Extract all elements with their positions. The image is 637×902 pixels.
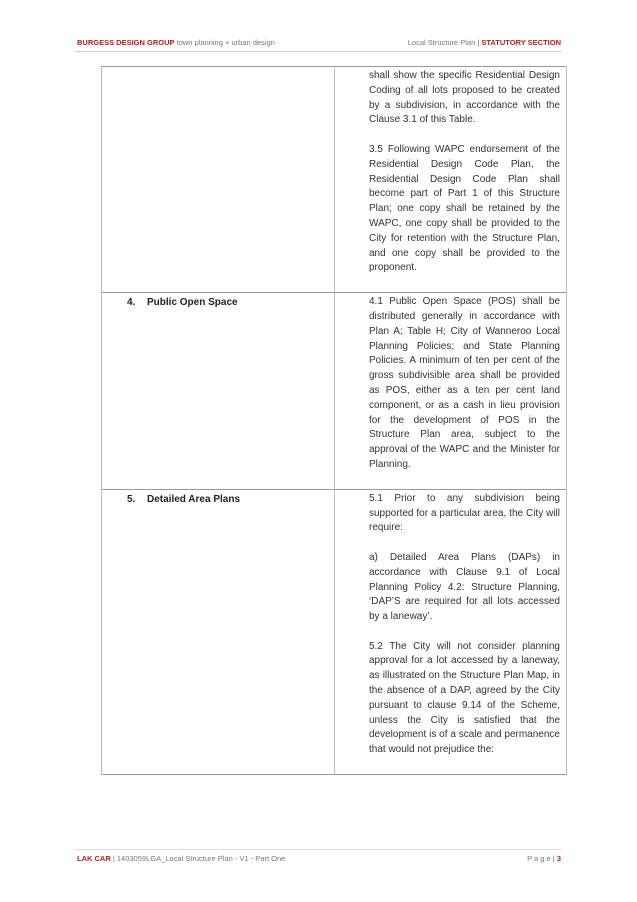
page-indicator: [527, 854, 561, 863]
table-row: [102, 293, 567, 490]
paragraph: 5.1 Prior to any subdivision being supported for a particular area, the City will require:: [369, 492, 560, 534]
company-tagline: town planning + urban design: [176, 38, 275, 47]
footer-left: [77, 854, 285, 863]
document-reference: | 1403059LGA_Local Structure Plan - V1 - Part One: [112, 854, 286, 863]
row-content: [335, 67, 567, 293]
row-heading: [102, 67, 335, 293]
row-heading: [102, 489, 335, 774]
company-name: BURGESS DESIGN GROUP: [77, 38, 175, 47]
header-right: [408, 38, 561, 47]
page-label: P a g e |: [527, 854, 555, 863]
provisions-table: [101, 66, 567, 775]
row-number: 5.: [127, 493, 136, 505]
footer-divider: [75, 849, 562, 850]
page-header: [77, 38, 561, 47]
document-title: Local Structure Plan |: [407, 38, 480, 47]
row-title: Public Open Space: [147, 297, 238, 309]
paragraph: 3.5 Following WAPC endorsement of the Residential Design Code Plan, the Residential Design Code Plan shall become part of Part 1 of this Structure Plan; one copy shall be retained by the WAPC, one copy shall be provided to the City for retention with the Structure Plan, and one copy shall be provided to the proponent.: [369, 143, 560, 274]
row-content: [335, 293, 567, 490]
row-content: [335, 489, 567, 774]
paragraph: 4.1 Public Open Space (POS) shall be distributed generally in accordance with Plan A; Table H; City of Wanneroo Local Planning Policies; and State Planning Policies. A minimum of ten per cent of the gross subdivisible area shall be provided as POS, either as a ten per cent land component, or as a cash in lieu provision for the development of POS in the Structure Plan area, subject to the approval of the WAPC and the Minister for Planning.: [369, 296, 560, 470]
client-name: LAK CAR: [77, 854, 111, 863]
paragraph: shall show the specific Residential Design Coding of all lots proposed to be created by a subdivision, in accordance with the Clause 3.1 of this Table.: [369, 70, 560, 126]
section-name: STATUTORY SECTION: [481, 38, 561, 47]
table-row: [102, 67, 567, 293]
page-number: 3: [556, 854, 561, 863]
paragraph: a) Detailed Area Plans (DAPs) in accordance with Clause 9.1 of Local Planning Policy 4.2: Structure Planning, ‘DAP’S are required for all lots accessed by a laneway’.: [369, 551, 560, 623]
row-heading: [102, 293, 335, 490]
row-title: Detailed Area Plans: [147, 493, 241, 505]
header-left: [77, 38, 275, 47]
page-footer: [77, 854, 561, 863]
table-row: [102, 489, 567, 774]
row-number: 4.: [127, 297, 136, 309]
header-divider: [75, 51, 562, 52]
paragraph: 5.2 The City will not consider planning approval for a lot accessed by a laneway, as illustrated on the Structure Plan Map, in the absence of a DAP, agreed by the City pursuant to clause 9.14 of the Scheme, unless the City is satisfied that the development is of a scale and permanence that would not prejudice the:: [369, 640, 560, 756]
